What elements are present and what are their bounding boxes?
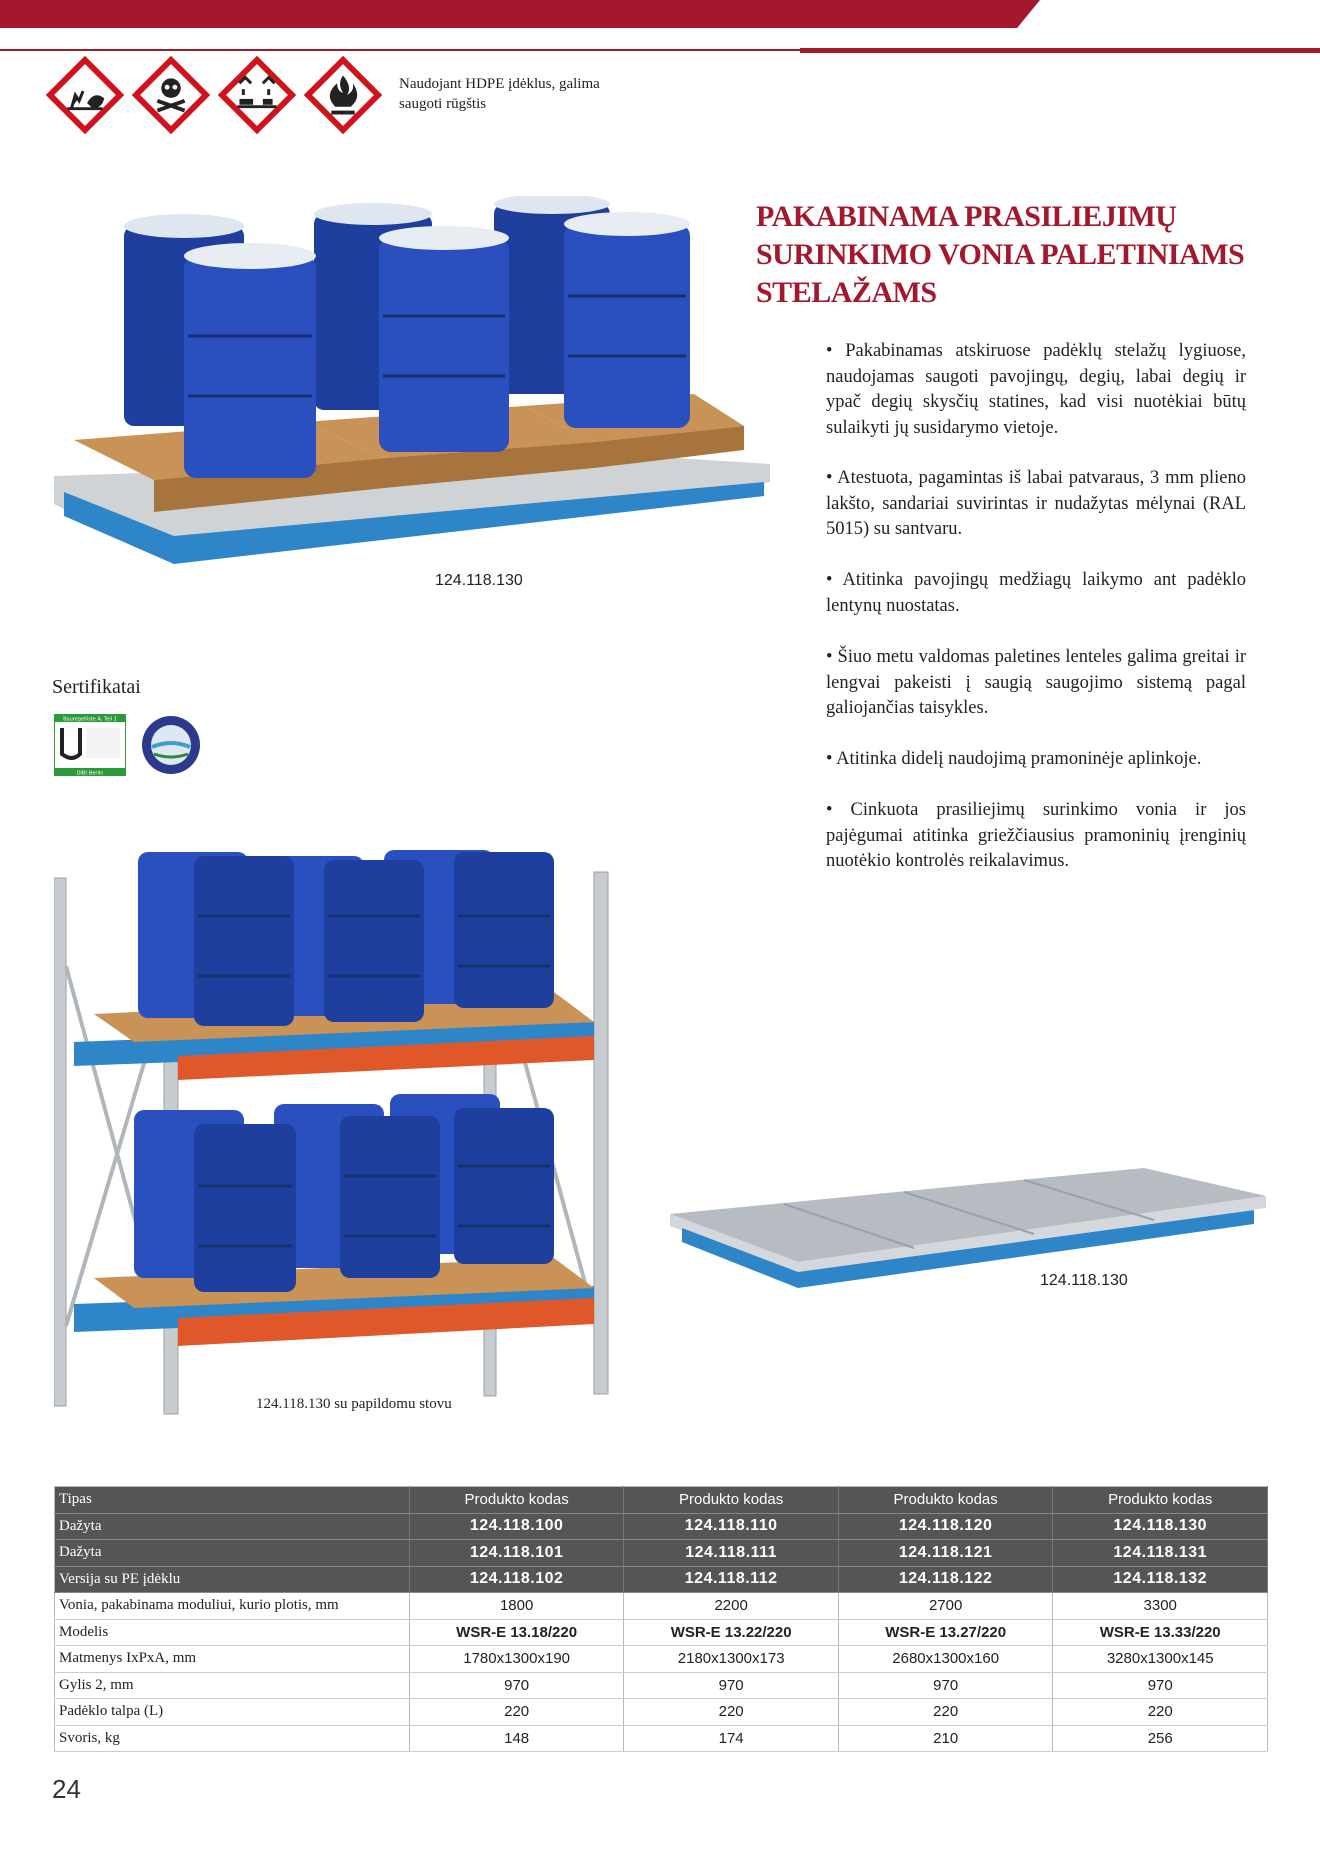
bullet-item: • Atestuota, pagamintas iš labai patvaraus, 3 mm plieno lakšto, sandariai suvirintas ir nudažytas mėlynai (RAL 5015) su santvaru. [826, 468, 1246, 539]
hdpe-note: Naudojant HDPE įdėklus, galima saugoti rūgštis [399, 76, 600, 112]
table-cell: 2680x1300x160 [838, 1646, 1053, 1673]
table-cell: 220 [1053, 1699, 1268, 1726]
product-caption-3: 124.118.130 [1040, 1272, 1128, 1289]
corrosive-icon [218, 56, 296, 134]
table-cell: 124.118.102 [409, 1566, 624, 1593]
table-cell: 124.118.130 [1053, 1513, 1268, 1540]
bullet-item: • Atitinka pavojingų medžiagų laikymo ant padėklo lentynų nuostatas. [826, 570, 1246, 616]
table-row [55, 1699, 1268, 1726]
table-cell: WSR-E 13.33/220 [1053, 1619, 1268, 1646]
table-cell: Produkto kodas [624, 1487, 839, 1514]
certificates-label: Sertifikatai [52, 676, 141, 698]
header-band [0, 0, 1040, 28]
environment-hazard-icon [46, 56, 124, 134]
row-label: Dažyta [55, 1540, 410, 1567]
table-cell: 124.118.121 [838, 1540, 1053, 1567]
row-label: Svoris, kg [55, 1725, 410, 1752]
bullet-item: • Atitinka didelį naudojimą pramoninėje aplinkoje. [826, 749, 1202, 769]
table-cell: Produkto kodas [1053, 1487, 1268, 1514]
page-title: PAKABINAMA PRASILIEJIMŲ SURINKIMO VONIA PALETINIAMS STELAŽAMS [756, 200, 1245, 309]
table-cell: 970 [409, 1672, 624, 1699]
table-cell: 124.118.101 [409, 1540, 624, 1567]
table-cell: 2700 [838, 1593, 1053, 1620]
table-cell: 124.118.132 [1053, 1566, 1268, 1593]
product-caption-2: 124.118.130 su papildomu stovu [256, 1396, 452, 1412]
table-cell: 256 [1053, 1725, 1268, 1752]
bullet-item: • Pakabinamas atskiruose padėklų stelažų lygiuose, naudojamas saugoti pavojingų, degių, labai degių ir ypač degių skysčių statines, kad visi nuotėkiai būtų sulaikyti jų susidarymo vietoje. [826, 341, 1246, 438]
row-label: Vonia, pakabinama moduliui, kurio plotis, mm [55, 1593, 410, 1620]
row-label: Dažyta [55, 1513, 410, 1540]
table-cell: 124.118.122 [838, 1566, 1053, 1593]
table-cell: 148 [409, 1725, 624, 1752]
table-cell: WSR-E 13.18/220 [409, 1619, 624, 1646]
header-rule [0, 49, 800, 51]
row-label: Padėklo talpa (L) [55, 1699, 410, 1726]
bullet-item: • Šiuo metu valdomas paletines lenteles galima greitai ir lengvai pakeisti į saugią saugojimo sistemą pagal galiojančias taisykles. [826, 647, 1246, 718]
table-cell: 220 [838, 1699, 1053, 1726]
table-cell: 124.118.100 [409, 1513, 624, 1540]
table-cell: 3280x1300x145 [1053, 1646, 1268, 1673]
dibt-top-text: Bauregelliste A, Teil 1 [63, 716, 117, 723]
table-cell: Produkto kodas [838, 1487, 1053, 1514]
table-row [55, 1566, 1268, 1593]
dibt-bottom-text: DIBt Berlin [76, 770, 104, 776]
product-image-tray [664, 1152, 1270, 1292]
table-cell: 124.118.110 [624, 1513, 839, 1540]
row-label: Modelis [55, 1619, 410, 1646]
table-cell: WSR-E 13.27/220 [838, 1619, 1053, 1646]
flammable-icon [304, 56, 382, 134]
table-cell: 970 [624, 1672, 839, 1699]
table-cell: 124.118.120 [838, 1513, 1053, 1540]
table-row [55, 1725, 1268, 1752]
table-cell: 2200 [624, 1593, 839, 1620]
table-cell: 124.118.131 [1053, 1540, 1268, 1567]
specification-table [54, 1486, 1268, 1752]
dibt-certificate-icon [54, 714, 126, 776]
table-row [55, 1646, 1268, 1673]
bullet-item: • Cinkuota prasiliejimų surinkimo vonia ir jos pajėgumai atitinka griežčiausius pramoninių įrenginių nuotėkio kontrolės reikalavimus. [826, 800, 1246, 871]
header-rule-accent [800, 48, 1320, 53]
row-label: Matmenys IxPxA, mm [55, 1646, 410, 1673]
table-cell: 1800 [409, 1593, 624, 1620]
table-cell: 970 [838, 1672, 1053, 1699]
row-label: Versija su PE įdėklu [55, 1566, 410, 1593]
row-label: Gylis 2, mm [55, 1672, 410, 1699]
skull-crossbones-icon [132, 56, 210, 134]
table-row [55, 1513, 1268, 1540]
table-row [55, 1619, 1268, 1646]
table-cell: 1780x1300x190 [409, 1646, 624, 1673]
table-cell: 124.118.111 [624, 1540, 839, 1567]
product-caption-1: 124.118.130 [435, 572, 523, 589]
table-row [55, 1593, 1268, 1620]
product-image-rack [54, 846, 624, 1418]
table-cell: 220 [624, 1699, 839, 1726]
table-row [55, 1487, 1268, 1514]
table-cell: Produkto kodas [409, 1487, 624, 1514]
table-row [55, 1540, 1268, 1567]
table-cell: WSR-E 13.22/220 [624, 1619, 839, 1646]
quality-seal-icon [140, 714, 202, 776]
product-image-drums-tray [54, 196, 774, 576]
table-cell: 2180x1300x173 [624, 1646, 839, 1673]
table-cell: 174 [624, 1725, 839, 1752]
table-cell: 220 [409, 1699, 624, 1726]
row-label: Tipas [55, 1487, 410, 1514]
table-cell: 970 [1053, 1672, 1268, 1699]
table-cell: 3300 [1053, 1593, 1268, 1620]
table-cell: 124.118.112 [624, 1566, 839, 1593]
page-number: 24 [52, 1774, 81, 1804]
table-cell: 210 [838, 1725, 1053, 1752]
table-row [55, 1672, 1268, 1699]
